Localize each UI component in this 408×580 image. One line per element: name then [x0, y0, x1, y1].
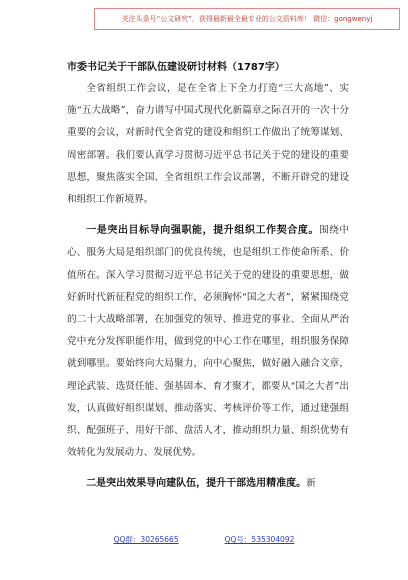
section-heading: 二是突出效果导向建队伍，提升干部选用精准度。 — [86, 478, 307, 490]
paragraph-text: 全省组织工作会议，是在全省上下全力打造“三大高地”、实施“五大战略”，奋力谱写中国式现代化新篇章之际召开的一次十分重要的会议，对新时代全省党的建设和组织工作做出了统筹谋划、周密部署。我们要认真学习贯彻习近平总书记关于党的建设的重要思想，聚焦落实全国、全省组织工作会议部署，不断开辟党的建设和组织工作新境界。 — [67, 83, 349, 206]
paragraph-intro — [67, 78, 349, 211]
paragraph-text: 新 — [306, 478, 316, 490]
qq-group-link[interactable]: QQ群：30265665 — [113, 535, 179, 544]
document-body — [67, 78, 349, 505]
section-heading: 一是突出目标导向强职能，提升组织工作契合度。 — [86, 225, 320, 237]
qq-number-link[interactable]: QQ号：535304092 — [224, 535, 295, 544]
header-banner[interactable] — [94, 8, 400, 30]
paragraph-section-2 — [67, 473, 349, 495]
paragraph-section-1 — [67, 220, 349, 464]
header-banner-text: 关注头条号“公文研究”，获得最新最全最专业的公文资料库！ 微信：gongwenyj — [121, 15, 373, 23]
footer-contacts — [0, 534, 408, 545]
document-title: 市委书记关于干部队伍建设研讨材料（1787字） — [67, 62, 285, 73]
paragraph-text: 围绕中心、服务大局是组织部门的优良传统，也是组织工作使命所系、价值所在。深入学习贯彻习近平总书记关于党的建设的重要思想，做好新时代新征程党的组织工作，必须胸怀“国之大者”，紧紧围绕党的二十大战略部署，在加强党的领导、推进党的事业、全面从严治党中充分发挥职能作用，做到党的中心工作在哪里，组织服务保障就到哪里。要始终向大局聚力，向中心聚焦，做好融入融合文章，理论武装、选贤任能、强基固本、育才聚才，都要从“国之大者”出发，认真做好组织谋划、推动落实、考核评价等工作，通过建强组织、配强班子、用好干部、盘活人才，推动组织力量、组织优势有效转化为发展动力、发展优势。 — [67, 225, 350, 459]
